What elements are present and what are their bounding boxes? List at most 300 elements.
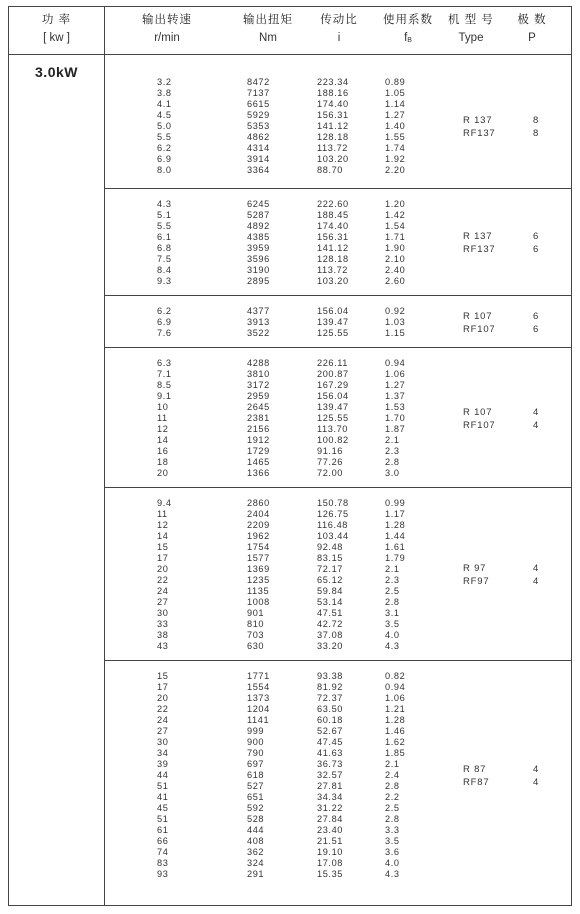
factor-cell: 1.44 [385, 531, 406, 541]
speed-cell: 6.3 [157, 358, 172, 368]
table-row [105, 847, 571, 858]
factor-cell: 1.62 [385, 737, 406, 747]
ratio-cell: 81.92 [317, 682, 343, 692]
table-row [105, 542, 571, 553]
torque-cell: 630 [247, 641, 265, 651]
factor-cell: 1.14 [385, 99, 406, 109]
factor-cell: 1.37 [385, 391, 406, 401]
header-ratio [309, 11, 369, 47]
torque-cell: 6615 [247, 99, 270, 109]
speed-cell: 5.5 [157, 221, 172, 231]
torque-cell: 444 [247, 825, 265, 835]
table-row [105, 498, 571, 509]
power-value: 3.0kW [35, 64, 78, 80]
speed-cell: 5.5 [157, 132, 172, 142]
ratio-cell: 88.70 [317, 165, 343, 175]
table-row [105, 608, 571, 619]
table-row [105, 369, 571, 380]
table-row [105, 869, 571, 880]
torque-cell: 3172 [247, 380, 270, 390]
factor-cell: 3.5 [385, 836, 400, 846]
torque-cell: 1373 [247, 693, 270, 703]
header-torque-zh: 输出扭矩 [243, 14, 293, 26]
factor-cell: 2.1 [385, 564, 400, 574]
speed-cell: 22 [157, 575, 169, 585]
model-type-line: RF137 [463, 244, 496, 255]
ratio-cell: 72.37 [317, 693, 343, 703]
speed-cell: 11 [157, 413, 168, 423]
torque-cell: 528 [247, 814, 265, 824]
pole-count [533, 310, 538, 336]
ratio-cell: 113.72 [317, 265, 349, 275]
torque-cell: 324 [247, 858, 265, 868]
torque-cell: 1465 [247, 457, 270, 467]
torque-cell: 2209 [247, 520, 270, 530]
pole-count-line: 8 [533, 114, 539, 126]
table-row [105, 825, 571, 836]
torque-cell: 4288 [247, 358, 270, 368]
row-group [105, 487, 571, 661]
ratio-cell: 139.47 [317, 402, 349, 412]
torque-cell: 810 [247, 619, 265, 629]
speed-cell: 74 [157, 847, 169, 857]
pole-count [533, 114, 538, 140]
table-row [105, 630, 571, 641]
ratio-cell: 59.84 [317, 586, 343, 596]
torque-cell: 999 [247, 726, 265, 736]
speed-cell: 30 [157, 608, 169, 618]
torque-cell: 4385 [247, 232, 270, 242]
speed-cell: 20 [157, 693, 169, 703]
table-row [105, 210, 571, 221]
torque-cell: 3364 [247, 165, 270, 175]
factor-cell: 0.94 [385, 358, 406, 368]
torque-cell: 1135 [247, 586, 270, 596]
ratio-cell: 103.20 [317, 154, 349, 164]
factor-cell: 3.0 [385, 468, 400, 478]
torque-cell: 1554 [247, 682, 270, 692]
torque-cell: 1962 [247, 531, 270, 541]
pole-count-line: 6 [533, 244, 539, 255]
model-type-line: R 87 [463, 763, 487, 775]
table-row [105, 358, 571, 369]
ratio-cell: 150.78 [317, 498, 349, 508]
table-row [105, 671, 571, 682]
table-row [105, 254, 571, 265]
speed-cell: 10 [157, 402, 169, 412]
speed-cell: 93 [157, 869, 169, 879]
factor-cell: 1.21 [385, 704, 406, 714]
model-type [463, 562, 489, 588]
ratio-cell: 63.50 [317, 704, 343, 714]
speed-cell: 17 [157, 553, 169, 563]
speed-cell: 38 [157, 630, 169, 640]
factor-cell: 1.40 [385, 121, 406, 131]
ratio-cell: 19.10 [317, 847, 343, 857]
pole-count-line: 4 [533, 763, 539, 775]
torque-cell: 1754 [247, 542, 270, 552]
torque-cell: 2156 [247, 424, 270, 434]
speed-cell: 6.1 [157, 232, 172, 242]
speed-cell: 7.6 [157, 328, 172, 338]
ratio-cell: 33.20 [317, 641, 343, 651]
speed-cell: 9.3 [157, 276, 172, 286]
header-poles [507, 11, 557, 47]
torque-cell: 2959 [247, 391, 270, 401]
pole-count-line: 4 [533, 419, 539, 431]
torque-cell: 697 [247, 759, 265, 769]
table-row [105, 619, 571, 630]
ratio-cell: 156.31 [317, 232, 349, 242]
header-factor-zh: 使用系数 [383, 14, 433, 26]
torque-cell: 4314 [247, 143, 270, 153]
model-type [463, 114, 496, 140]
ratio-cell: 188.45 [317, 210, 349, 220]
table-row [105, 143, 571, 154]
speed-cell: 45 [157, 803, 169, 813]
factor-cell: 2.2 [385, 792, 400, 802]
header-model-zh: 机 型 号 [448, 14, 494, 26]
table-row [105, 792, 571, 803]
header-speed [127, 11, 207, 47]
factor-cell: 1.74 [385, 143, 406, 153]
factor-cell: 0.94 [385, 682, 406, 692]
speed-cell: 4.1 [157, 99, 172, 109]
table-row [105, 737, 571, 748]
ratio-cell: 23.40 [317, 825, 343, 835]
ratio-cell: 53.14 [317, 597, 343, 607]
factor-cell: 1.20 [385, 199, 406, 209]
factor-cell: 4.0 [385, 858, 400, 868]
table-row [105, 402, 571, 413]
factor-cell: 3.5 [385, 619, 400, 629]
ratio-cell: 128.18 [317, 132, 349, 142]
header-poles-en: P [528, 32, 536, 44]
speed-cell: 33 [157, 619, 169, 629]
pole-count-line: 4 [533, 776, 539, 788]
torque-cell: 3959 [247, 243, 270, 253]
table-row [105, 814, 571, 825]
factor-cell: 2.5 [385, 586, 400, 596]
torque-cell: 1912 [247, 435, 270, 445]
torque-cell: 362 [247, 847, 265, 857]
pole-count [533, 562, 538, 588]
torque-cell: 7137 [247, 88, 270, 98]
speed-cell: 15 [157, 671, 169, 681]
model-type [463, 406, 496, 432]
table-row [105, 306, 571, 317]
speed-cell: 7.1 [157, 369, 172, 379]
speed-cell: 30 [157, 737, 169, 747]
speed-cell: 3.2 [157, 77, 172, 87]
header-factor-unit [375, 29, 441, 50]
ratio-cell: 72.00 [317, 468, 343, 478]
torque-cell: 1204 [247, 704, 270, 714]
speed-cell: 5.0 [157, 121, 172, 131]
speed-cell: 41 [157, 792, 169, 802]
table-row [105, 759, 571, 770]
torque-cell: 2860 [247, 498, 270, 508]
pole-count-line: 8 [533, 127, 539, 139]
speed-cell: 43 [157, 641, 169, 651]
header-power-zh: 功 率 [41, 14, 72, 26]
table-row [105, 424, 571, 435]
factor-cell: 2.60 [385, 276, 406, 286]
table-row [105, 446, 571, 457]
model-type-line: R 137 [463, 114, 493, 126]
factor-symbol: f [404, 32, 408, 44]
torque-cell: 1729 [247, 446, 270, 456]
model-type [463, 310, 496, 336]
ratio-cell: 93.38 [317, 671, 343, 681]
table-row [105, 265, 571, 276]
factor-cell: 2.20 [385, 165, 406, 175]
ratio-cell: 167.29 [317, 380, 349, 390]
speed-cell: 14 [157, 435, 169, 445]
torque-cell: 3914 [247, 154, 270, 164]
speed-cell: 51 [157, 814, 169, 824]
speed-cell: 16 [157, 446, 169, 456]
pole-count [533, 406, 538, 432]
speed-cell: 8.0 [157, 165, 172, 175]
factor-cell: 1.87 [385, 424, 406, 434]
speed-cell: 8.4 [157, 265, 172, 275]
ratio-cell: 156.31 [317, 110, 349, 120]
model-type-line: R 137 [463, 231, 493, 242]
factor-cell: 1.28 [385, 520, 406, 530]
factor-cell: 1.53 [385, 402, 406, 412]
speed-cell: 12 [157, 424, 169, 434]
factor-cell: 1.46 [385, 726, 406, 736]
factor-cell: 1.06 [385, 693, 406, 703]
speed-cell: 18 [157, 457, 169, 467]
table-row [105, 88, 571, 99]
ratio-cell: 200.87 [317, 369, 349, 379]
ratio-cell: 72.17 [317, 564, 343, 574]
ratio-cell: 60.18 [317, 715, 343, 725]
factor-cell: 0.92 [385, 306, 406, 316]
factor-cell: 4.3 [385, 869, 400, 879]
table-row [105, 99, 571, 110]
speed-cell: 9.4 [157, 498, 172, 508]
speed-cell: 20 [157, 468, 169, 478]
torque-cell: 901 [247, 608, 265, 618]
speed-cell: 4.3 [157, 199, 172, 209]
torque-cell: 5929 [247, 110, 270, 120]
speed-cell: 22 [157, 704, 169, 714]
table-row [105, 586, 571, 597]
torque-cell: 3522 [247, 328, 270, 338]
row-group [105, 660, 571, 888]
ratio-cell: 125.55 [317, 413, 349, 423]
table-row [105, 641, 571, 652]
header-model [441, 11, 501, 47]
table-row [105, 781, 571, 792]
pole-count-line: 6 [533, 323, 539, 335]
torque-cell: 651 [247, 792, 265, 802]
table-row [105, 748, 571, 759]
table-row [105, 154, 571, 165]
factor-cell: 1.71 [385, 232, 406, 242]
pole-count-line: 4 [533, 563, 539, 574]
model-type-line: RF137 [463, 127, 496, 139]
speed-cell: 6.9 [157, 317, 172, 327]
factor-cell: 2.40 [385, 265, 406, 275]
factor-cell: 1.27 [385, 380, 406, 390]
speed-cell: 6.9 [157, 154, 172, 164]
ratio-cell: 92.48 [317, 542, 343, 552]
torque-cell: 408 [247, 836, 265, 846]
speed-cell: 6.8 [157, 243, 172, 253]
table-row [105, 232, 571, 243]
row-group [105, 188, 571, 296]
ratio-cell: 174.40 [317, 221, 349, 231]
speed-cell: 39 [157, 759, 169, 769]
speed-cell: 17 [157, 682, 169, 692]
ratio-cell: 128.18 [317, 254, 349, 264]
speed-cell: 66 [157, 836, 169, 846]
torque-cell: 5353 [247, 121, 270, 131]
table-row [105, 509, 571, 520]
ratio-cell: 21.51 [317, 836, 343, 846]
pole-count [533, 763, 538, 789]
table-row [105, 413, 571, 424]
factor-cell: 1.90 [385, 243, 406, 253]
ratio-cell: 32.57 [317, 770, 343, 780]
ratio-cell: 77.26 [317, 457, 343, 467]
spec-table [8, 6, 572, 906]
factor-cell: 0.99 [385, 498, 406, 508]
torque-cell: 790 [247, 748, 265, 758]
table-row [105, 597, 571, 608]
model-type-line: RF97 [463, 576, 490, 587]
torque-cell: 2645 [247, 402, 270, 412]
speed-cell: 61 [157, 825, 169, 835]
ratio-cell: 174.40 [317, 99, 349, 109]
ratio-cell: 188.16 [317, 88, 349, 98]
header-speed-unit: r/min [154, 32, 180, 44]
torque-cell: 703 [247, 630, 265, 640]
speed-cell: 4.5 [157, 110, 172, 120]
torque-cell: 2381 [247, 413, 270, 423]
speed-cell: 27 [157, 597, 169, 607]
table-row [105, 575, 571, 586]
torque-cell: 5287 [247, 210, 270, 220]
factor-cell: 1.61 [385, 542, 406, 552]
table-row [105, 328, 571, 339]
factor-cell: 1.70 [385, 413, 406, 423]
factor-cell: 1.17 [385, 509, 406, 519]
factor-cell: 1.03 [385, 317, 406, 327]
factor-cell: 1.55 [385, 132, 406, 142]
factor-cell: 2.8 [385, 457, 400, 467]
ratio-cell: 47.51 [317, 608, 343, 618]
ratio-cell: 222.60 [317, 199, 349, 209]
torque-cell: 291 [247, 869, 265, 879]
torque-cell: 4862 [247, 132, 270, 142]
factor-cell: 1.79 [385, 553, 406, 563]
ratio-cell: 34.34 [317, 792, 343, 802]
table-row [105, 858, 571, 869]
factor-cell: 3.3 [385, 825, 400, 835]
ratio-cell: 226.11 [317, 358, 349, 368]
torque-cell: 618 [247, 770, 265, 780]
table-row [105, 132, 571, 143]
factor-cell: 4.3 [385, 641, 400, 651]
factor-cell: 2.5 [385, 803, 400, 813]
factor-cell: 2.8 [385, 814, 400, 824]
speed-cell: 51 [157, 781, 169, 791]
table-row [105, 165, 571, 176]
factor-cell: 1.85 [385, 748, 406, 758]
table-row [105, 121, 571, 132]
ratio-cell: 83.15 [317, 553, 343, 563]
model-type-line: RF87 [463, 776, 490, 788]
speed-cell: 27 [157, 726, 169, 736]
speed-cell: 3.8 [157, 88, 172, 98]
header-factor [375, 11, 441, 50]
factor-cell: 2.10 [385, 254, 406, 264]
table-row [105, 276, 571, 287]
speed-cell: 6.2 [157, 306, 172, 316]
header-model-en: Type [458, 32, 484, 44]
speed-cell: 11 [157, 509, 168, 519]
factor-cell: 2.8 [385, 781, 400, 791]
table-row [105, 836, 571, 847]
factor-cell: 3.1 [385, 608, 400, 618]
table-row [105, 317, 571, 328]
ratio-cell: 103.20 [317, 276, 349, 286]
table-row [105, 693, 571, 704]
table-row [105, 564, 571, 575]
ratio-cell: 27.84 [317, 814, 343, 824]
ratio-cell: 116.48 [317, 520, 349, 530]
factor-cell: 0.82 [385, 671, 406, 681]
torque-cell: 592 [247, 803, 265, 813]
ratio-cell: 113.70 [317, 424, 349, 434]
factor-cell: 2.4 [385, 770, 400, 780]
table-row [105, 726, 571, 737]
speed-cell: 6.2 [157, 143, 172, 153]
ratio-cell: 156.04 [317, 306, 349, 316]
ratio-cell: 141.12 [317, 243, 349, 253]
table-row [105, 682, 571, 693]
table-row [105, 553, 571, 564]
ratio-cell: 139.47 [317, 317, 349, 327]
factor-cell: 2.3 [385, 575, 400, 585]
row-group [105, 295, 571, 348]
ratio-cell: 126.75 [317, 509, 349, 519]
torque-cell: 3810 [247, 369, 270, 379]
model-type-line: R 97 [463, 563, 487, 574]
model-type-line: R 107 [463, 310, 493, 322]
factor-cell: 1.28 [385, 715, 406, 725]
header-poles-zh: 极 数 [517, 14, 547, 26]
table-row [105, 803, 571, 814]
table-row [105, 199, 571, 210]
torque-cell: 1141 [247, 715, 270, 725]
model-type-line: RF107 [463, 323, 496, 335]
factor-cell: 1.27 [385, 110, 406, 120]
ratio-cell: 103.44 [317, 531, 349, 541]
torque-cell: 1577 [247, 553, 270, 563]
torque-cell: 527 [247, 781, 265, 791]
speed-cell: 24 [157, 586, 169, 596]
torque-cell: 3913 [247, 317, 270, 327]
torque-cell: 3190 [247, 265, 270, 275]
factor-cell: 2.3 [385, 446, 400, 456]
table-row [105, 435, 571, 446]
